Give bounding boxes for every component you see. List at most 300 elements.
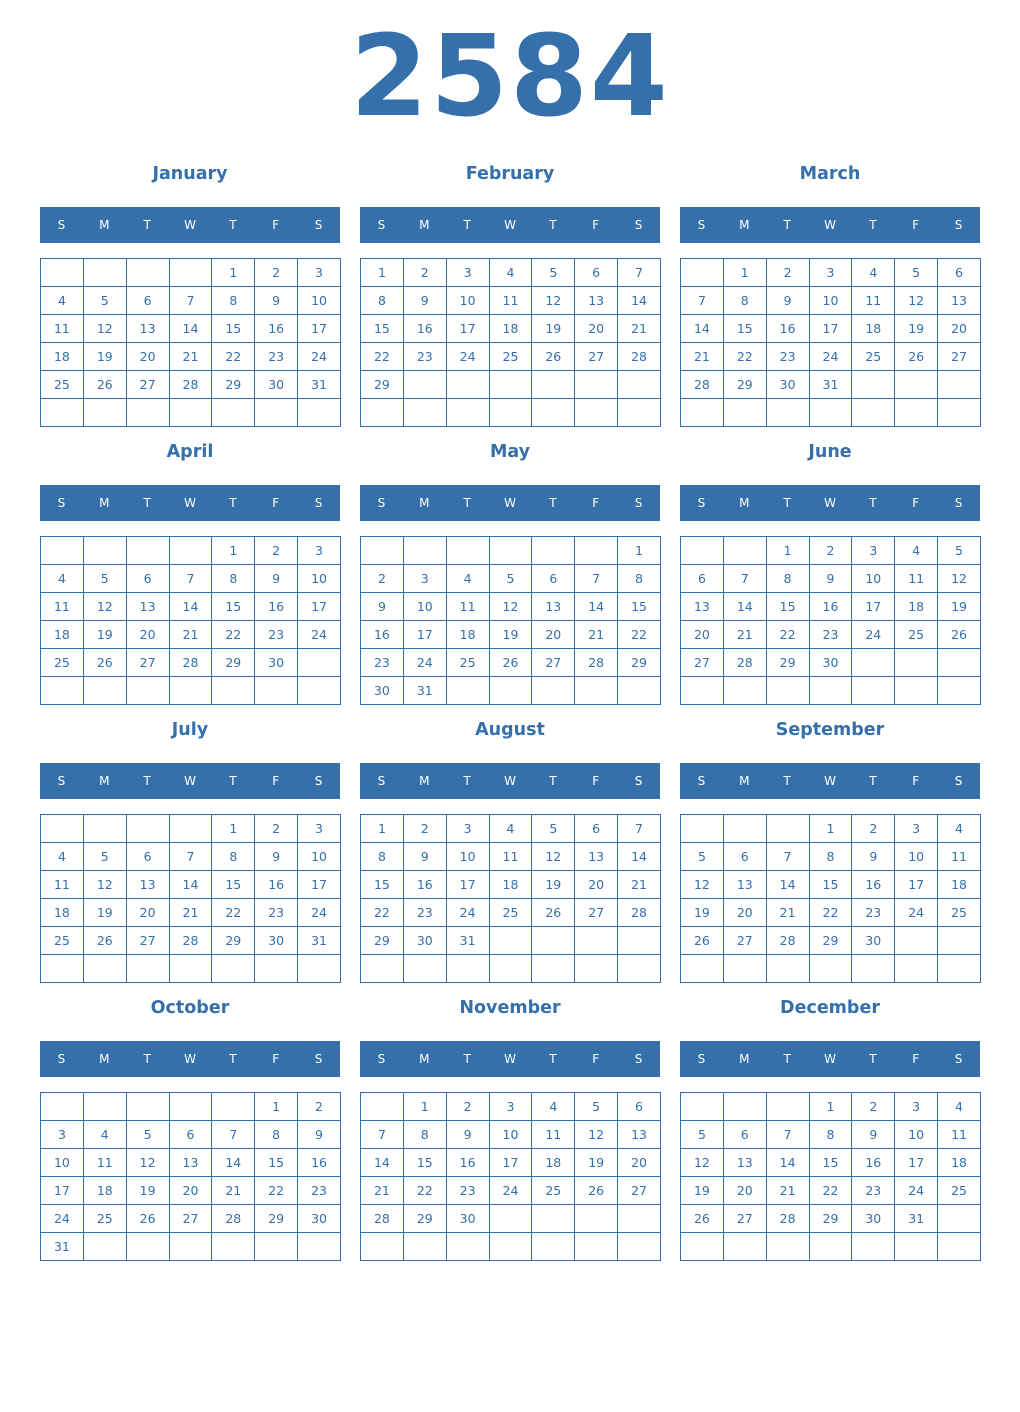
- day-cell: 29: [403, 1205, 446, 1233]
- week-row: [681, 537, 981, 565]
- week-row: [681, 565, 981, 593]
- empty-day-cell: [681, 955, 724, 983]
- day-cell: 15: [809, 871, 852, 899]
- weekday-header: [40, 485, 340, 521]
- week-row: [41, 899, 341, 927]
- day-cell: 9: [255, 565, 298, 593]
- day-cell: 30: [403, 927, 446, 955]
- empty-day-cell: [938, 1205, 981, 1233]
- empty-day-cell: [255, 1233, 298, 1261]
- empty-day-cell: [361, 955, 404, 983]
- day-cell: 30: [361, 677, 404, 705]
- day-cell: 26: [575, 1177, 618, 1205]
- day-cell: 17: [852, 593, 895, 621]
- week-row: [361, 399, 661, 427]
- empty-day-cell: [41, 1093, 84, 1121]
- week-row: [681, 1093, 981, 1121]
- day-cell: 13: [169, 1149, 212, 1177]
- day-cell: 11: [532, 1121, 575, 1149]
- month-name: July: [171, 720, 209, 740]
- day-grid: [360, 1092, 661, 1261]
- week-row: [41, 1205, 341, 1233]
- day-cell: 5: [895, 259, 938, 287]
- week-row: [41, 399, 341, 427]
- empty-day-cell: [298, 1233, 341, 1261]
- day-cell: 8: [255, 1121, 298, 1149]
- day-cell: 21: [169, 621, 212, 649]
- empty-day-cell: [809, 1233, 852, 1261]
- day-cell: 10: [41, 1149, 84, 1177]
- empty-day-cell: [41, 677, 84, 705]
- day-cell: 22: [255, 1177, 298, 1205]
- day-cell: 13: [723, 1149, 766, 1177]
- empty-day-cell: [766, 1233, 809, 1261]
- day-cell: 15: [809, 1149, 852, 1177]
- day-cell: 18: [489, 315, 532, 343]
- empty-day-cell: [809, 677, 852, 705]
- empty-day-cell: [298, 677, 341, 705]
- empty-day-cell: [532, 1233, 575, 1261]
- day-cell: 19: [489, 621, 532, 649]
- weekday-label: S: [314, 1052, 323, 1066]
- weekday-label: F: [592, 218, 600, 232]
- day-cell: 31: [298, 927, 341, 955]
- day-cell: 7: [723, 565, 766, 593]
- day-cell: 19: [83, 343, 126, 371]
- week-row: [361, 1177, 661, 1205]
- empty-day-cell: [41, 955, 84, 983]
- day-cell: 10: [298, 565, 341, 593]
- day-cell: 12: [681, 1149, 724, 1177]
- day-cell: 22: [723, 343, 766, 371]
- day-cell: 30: [852, 927, 895, 955]
- weekday-label: W: [184, 496, 196, 510]
- day-cell: 23: [809, 621, 852, 649]
- day-cell: 18: [852, 315, 895, 343]
- day-cell: 4: [41, 843, 84, 871]
- weekday-label: W: [184, 1052, 196, 1066]
- week-row: [681, 371, 981, 399]
- day-cell: 7: [169, 287, 212, 315]
- empty-day-cell: [723, 677, 766, 705]
- empty-day-cell: [618, 1205, 661, 1233]
- week-row: [41, 371, 341, 399]
- day-cell: 6: [938, 259, 981, 287]
- day-cell: 1: [723, 259, 766, 287]
- weekday-label: W: [824, 218, 836, 232]
- day-cell: 21: [681, 343, 724, 371]
- day-cell: 26: [83, 371, 126, 399]
- weekday-header: [360, 485, 660, 521]
- weekday-label: F: [592, 496, 600, 510]
- day-cell: 23: [852, 1177, 895, 1205]
- day-cell: 2: [446, 1093, 489, 1121]
- empty-day-cell: [83, 399, 126, 427]
- weekday-label: W: [504, 774, 516, 788]
- week-row: [41, 955, 341, 983]
- day-cell: 20: [169, 1177, 212, 1205]
- weekday-header: [360, 763, 660, 799]
- day-cell: 5: [938, 537, 981, 565]
- day-cell: 17: [895, 1149, 938, 1177]
- weekday-label: W: [504, 496, 516, 510]
- day-cell: 7: [212, 1121, 255, 1149]
- week-row: [41, 927, 341, 955]
- week-row: [41, 871, 341, 899]
- empty-day-cell: [169, 1233, 212, 1261]
- day-cell: 9: [809, 565, 852, 593]
- weekday-label: T: [783, 496, 791, 510]
- day-cell: 25: [938, 899, 981, 927]
- weekday-label: M: [739, 496, 750, 510]
- month-name: January: [152, 164, 228, 184]
- day-cell: 27: [723, 1205, 766, 1233]
- weekday-header: [40, 207, 340, 243]
- day-cell: 20: [723, 1177, 766, 1205]
- weekday-label: S: [954, 1052, 963, 1066]
- empty-day-cell: [446, 371, 489, 399]
- week-row: [41, 1233, 341, 1261]
- day-cell: 22: [809, 899, 852, 927]
- empty-day-cell: [618, 927, 661, 955]
- weekday-label: W: [824, 774, 836, 788]
- day-cell: 19: [126, 1177, 169, 1205]
- empty-day-cell: [403, 1233, 446, 1261]
- day-cell: 25: [41, 371, 84, 399]
- empty-day-cell: [575, 537, 618, 565]
- week-row: [361, 649, 661, 677]
- day-cell: 23: [298, 1177, 341, 1205]
- weekday-label: F: [912, 774, 920, 788]
- month-name: December: [780, 998, 880, 1018]
- week-row: [681, 287, 981, 315]
- day-cell: 20: [575, 315, 618, 343]
- week-row: [361, 677, 661, 705]
- weekday-label: M: [419, 218, 430, 232]
- day-cell: 9: [298, 1121, 341, 1149]
- day-cell: 3: [298, 815, 341, 843]
- day-cell: 4: [83, 1121, 126, 1149]
- week-row: [681, 315, 981, 343]
- empty-day-cell: [169, 677, 212, 705]
- empty-day-cell: [212, 1233, 255, 1261]
- weekday-header: [680, 1041, 980, 1077]
- day-cell: 14: [766, 871, 809, 899]
- weekday-label: F: [272, 496, 280, 510]
- weekday-label: S: [377, 218, 386, 232]
- month-name: May: [489, 442, 531, 462]
- day-cell: 27: [126, 927, 169, 955]
- empty-day-cell: [532, 1205, 575, 1233]
- week-row: [41, 259, 341, 287]
- day-cell: 14: [361, 1149, 404, 1177]
- day-cell: 29: [809, 927, 852, 955]
- weekday-label: M: [739, 1052, 750, 1066]
- empty-day-cell: [361, 1093, 404, 1121]
- weekday-label: S: [314, 496, 323, 510]
- weekday-label: F: [912, 1052, 920, 1066]
- day-cell: 21: [766, 899, 809, 927]
- empty-day-cell: [681, 399, 724, 427]
- day-cell: 3: [895, 1093, 938, 1121]
- weekday-label: T: [463, 496, 471, 510]
- week-row: [681, 955, 981, 983]
- day-cell: 18: [41, 621, 84, 649]
- week-row: [361, 1233, 661, 1261]
- empty-day-cell: [723, 815, 766, 843]
- day-cell: 30: [766, 371, 809, 399]
- day-cell: 27: [681, 649, 724, 677]
- day-cell: 14: [618, 843, 661, 871]
- empty-day-cell: [681, 677, 724, 705]
- weekday-label: T: [463, 774, 471, 788]
- day-cell: 13: [681, 593, 724, 621]
- day-cell: 2: [809, 537, 852, 565]
- day-cell: 23: [255, 621, 298, 649]
- day-cell: 12: [895, 287, 938, 315]
- weekday-label: S: [697, 496, 706, 510]
- day-cell: 21: [212, 1177, 255, 1205]
- weekday-label: T: [869, 218, 877, 232]
- weekday-label: M: [739, 218, 750, 232]
- day-cell: 15: [212, 593, 255, 621]
- empty-day-cell: [575, 927, 618, 955]
- empty-day-cell: [766, 955, 809, 983]
- day-cell: 28: [766, 1205, 809, 1233]
- weekday-header: [40, 1041, 340, 1077]
- day-cell: 23: [255, 343, 298, 371]
- weekday-label: F: [272, 218, 280, 232]
- day-cell: 9: [255, 287, 298, 315]
- day-cell: 6: [126, 565, 169, 593]
- empty-day-cell: [361, 537, 404, 565]
- empty-day-cell: [766, 677, 809, 705]
- empty-day-cell: [212, 399, 255, 427]
- weekday-label: S: [377, 1052, 386, 1066]
- day-cell: 15: [723, 315, 766, 343]
- day-cell: 28: [618, 899, 661, 927]
- day-cell: 17: [298, 871, 341, 899]
- empty-day-cell: [212, 955, 255, 983]
- empty-day-cell: [212, 677, 255, 705]
- day-cell: 29: [212, 649, 255, 677]
- day-cell: 18: [895, 593, 938, 621]
- day-cell: 5: [489, 565, 532, 593]
- day-cell: 10: [446, 843, 489, 871]
- day-cell: 21: [575, 621, 618, 649]
- week-row: [361, 259, 661, 287]
- day-cell: 11: [41, 871, 84, 899]
- empty-day-cell: [532, 955, 575, 983]
- day-cell: 1: [212, 259, 255, 287]
- empty-day-cell: [169, 399, 212, 427]
- empty-day-cell: [169, 259, 212, 287]
- month-name: September: [775, 720, 885, 740]
- day-cell: 16: [298, 1149, 341, 1177]
- weekday-label: T: [549, 774, 557, 788]
- day-cell: 24: [446, 343, 489, 371]
- day-cell: 28: [361, 1205, 404, 1233]
- day-cell: 25: [489, 343, 532, 371]
- day-cell: 24: [895, 899, 938, 927]
- day-cell: 2: [403, 815, 446, 843]
- day-cell: 4: [489, 815, 532, 843]
- day-cell: 23: [766, 343, 809, 371]
- day-cell: 3: [489, 1093, 532, 1121]
- empty-day-cell: [532, 927, 575, 955]
- week-row: [681, 1205, 981, 1233]
- weekday-label: T: [463, 1052, 471, 1066]
- week-row: [361, 565, 661, 593]
- weekday-label: T: [869, 496, 877, 510]
- empty-day-cell: [403, 955, 446, 983]
- day-cell: 24: [446, 899, 489, 927]
- weekday-label: S: [314, 774, 323, 788]
- empty-day-cell: [83, 815, 126, 843]
- day-cell: 25: [41, 649, 84, 677]
- empty-day-cell: [41, 259, 84, 287]
- day-cell: 20: [938, 315, 981, 343]
- day-cell: 29: [766, 649, 809, 677]
- empty-day-cell: [532, 399, 575, 427]
- day-cell: 13: [532, 593, 575, 621]
- day-cell: 1: [361, 259, 404, 287]
- day-cell: 4: [852, 259, 895, 287]
- day-cell: 28: [575, 649, 618, 677]
- day-cell: 30: [298, 1205, 341, 1233]
- weekday-label: T: [143, 1052, 151, 1066]
- day-cell: 8: [403, 1121, 446, 1149]
- day-cell: 14: [169, 871, 212, 899]
- day-cell: 16: [446, 1149, 489, 1177]
- empty-day-cell: [169, 955, 212, 983]
- weekday-label: S: [377, 774, 386, 788]
- weekday-label: W: [504, 1052, 516, 1066]
- weekday-label: S: [314, 218, 323, 232]
- day-cell: 30: [446, 1205, 489, 1233]
- day-cell: 21: [361, 1177, 404, 1205]
- day-cell: 14: [681, 315, 724, 343]
- day-cell: 3: [298, 537, 341, 565]
- day-cell: 7: [618, 259, 661, 287]
- day-cell: 19: [938, 593, 981, 621]
- day-grid: [680, 1092, 981, 1261]
- day-cell: 12: [532, 843, 575, 871]
- day-cell: 1: [212, 815, 255, 843]
- day-cell: 13: [723, 871, 766, 899]
- empty-day-cell: [575, 955, 618, 983]
- weekday-header: [360, 1041, 660, 1077]
- empty-day-cell: [723, 955, 766, 983]
- day-cell: 17: [489, 1149, 532, 1177]
- day-cell: 8: [212, 287, 255, 315]
- empty-day-cell: [575, 1233, 618, 1261]
- day-cell: 3: [298, 259, 341, 287]
- week-row: [681, 259, 981, 287]
- day-cell: 4: [938, 1093, 981, 1121]
- day-cell: 6: [532, 565, 575, 593]
- empty-day-cell: [255, 677, 298, 705]
- day-cell: 26: [938, 621, 981, 649]
- day-cell: 31: [809, 371, 852, 399]
- week-row: [361, 871, 661, 899]
- day-cell: 16: [403, 871, 446, 899]
- day-cell: 29: [361, 927, 404, 955]
- week-row: [681, 399, 981, 427]
- empty-day-cell: [126, 1093, 169, 1121]
- day-cell: 6: [126, 843, 169, 871]
- weekday-label: T: [783, 774, 791, 788]
- day-grid: [40, 536, 341, 705]
- day-cell: 31: [41, 1233, 84, 1261]
- day-cell: 29: [255, 1205, 298, 1233]
- day-cell: 6: [575, 259, 618, 287]
- week-row: [41, 677, 341, 705]
- month-name: August: [475, 720, 545, 740]
- empty-day-cell: [766, 1093, 809, 1121]
- day-cell: 22: [766, 621, 809, 649]
- weekday-label: T: [869, 1052, 877, 1066]
- day-cell: 1: [618, 537, 661, 565]
- day-cell: 3: [852, 537, 895, 565]
- day-cell: 11: [938, 1121, 981, 1149]
- day-cell: 28: [766, 927, 809, 955]
- day-cell: 31: [298, 371, 341, 399]
- weekday-label: T: [783, 218, 791, 232]
- day-cell: 23: [403, 899, 446, 927]
- day-cell: 3: [446, 259, 489, 287]
- day-cell: 12: [681, 871, 724, 899]
- day-cell: 6: [169, 1121, 212, 1149]
- weekday-label: M: [99, 218, 110, 232]
- day-cell: 9: [361, 593, 404, 621]
- week-row: [41, 315, 341, 343]
- week-row: [681, 1149, 981, 1177]
- day-cell: 11: [41, 593, 84, 621]
- empty-day-cell: [852, 1233, 895, 1261]
- day-cell: 16: [255, 871, 298, 899]
- day-cell: 3: [895, 815, 938, 843]
- day-cell: 26: [126, 1205, 169, 1233]
- day-cell: 9: [852, 843, 895, 871]
- empty-day-cell: [403, 537, 446, 565]
- day-cell: 4: [532, 1093, 575, 1121]
- week-row: [681, 815, 981, 843]
- day-cell: 21: [723, 621, 766, 649]
- day-cell: 25: [446, 649, 489, 677]
- day-cell: 12: [83, 593, 126, 621]
- day-cell: 20: [532, 621, 575, 649]
- day-cell: 6: [681, 565, 724, 593]
- day-cell: 4: [895, 537, 938, 565]
- day-cell: 21: [169, 899, 212, 927]
- day-cell: 1: [809, 1093, 852, 1121]
- empty-day-cell: [575, 1205, 618, 1233]
- day-cell: 20: [723, 899, 766, 927]
- day-cell: 24: [41, 1205, 84, 1233]
- day-cell: 4: [489, 259, 532, 287]
- day-cell: 12: [83, 871, 126, 899]
- empty-day-cell: [126, 259, 169, 287]
- day-cell: 23: [255, 899, 298, 927]
- day-cell: 20: [681, 621, 724, 649]
- day-cell: 15: [255, 1149, 298, 1177]
- week-row: [361, 1093, 661, 1121]
- empty-day-cell: [169, 537, 212, 565]
- weekday-label: S: [954, 218, 963, 232]
- day-cell: 10: [298, 843, 341, 871]
- day-cell: 7: [766, 843, 809, 871]
